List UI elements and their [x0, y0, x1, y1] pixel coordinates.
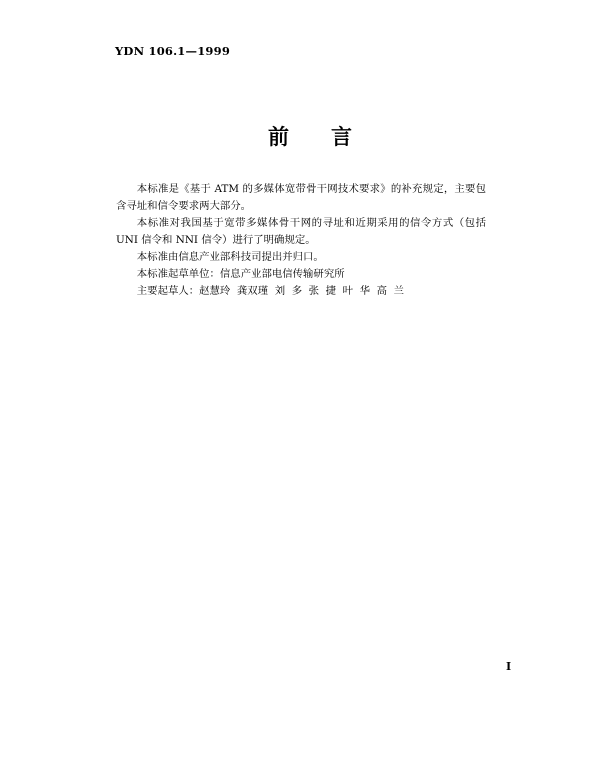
- paragraph-drafters: 主要起草人：赵慧玲 龚双瑾 刘 多 张 捷 叶 华 高 兰: [136, 285, 405, 297]
- document-code: YDN 106.1—1999: [115, 44, 231, 58]
- paragraph-content: 本标准对我国基于宽带多媒体骨干网的寻址和近期采用的信令方式（包括 UNI 信令和 NNI 信令）进行了明确规定。: [116, 217, 486, 246]
- paragraph-drafting-unit: 本标准起草单位：信息产业部电信传输研究所: [136, 268, 345, 280]
- page-number: Ⅰ: [506, 660, 512, 673]
- document-body: [116, 181, 486, 300]
- paragraph-proposer: 本标准由信息产业部科技司提出并归口。: [136, 251, 324, 263]
- page-title: 前言: [268, 125, 394, 149]
- paragraph-scope: 本标准是《基于 ATM 的多媒体宽带骨干网技术要求》的补充规定，主要包含寻址和信令要求两大部分。: [116, 183, 486, 212]
